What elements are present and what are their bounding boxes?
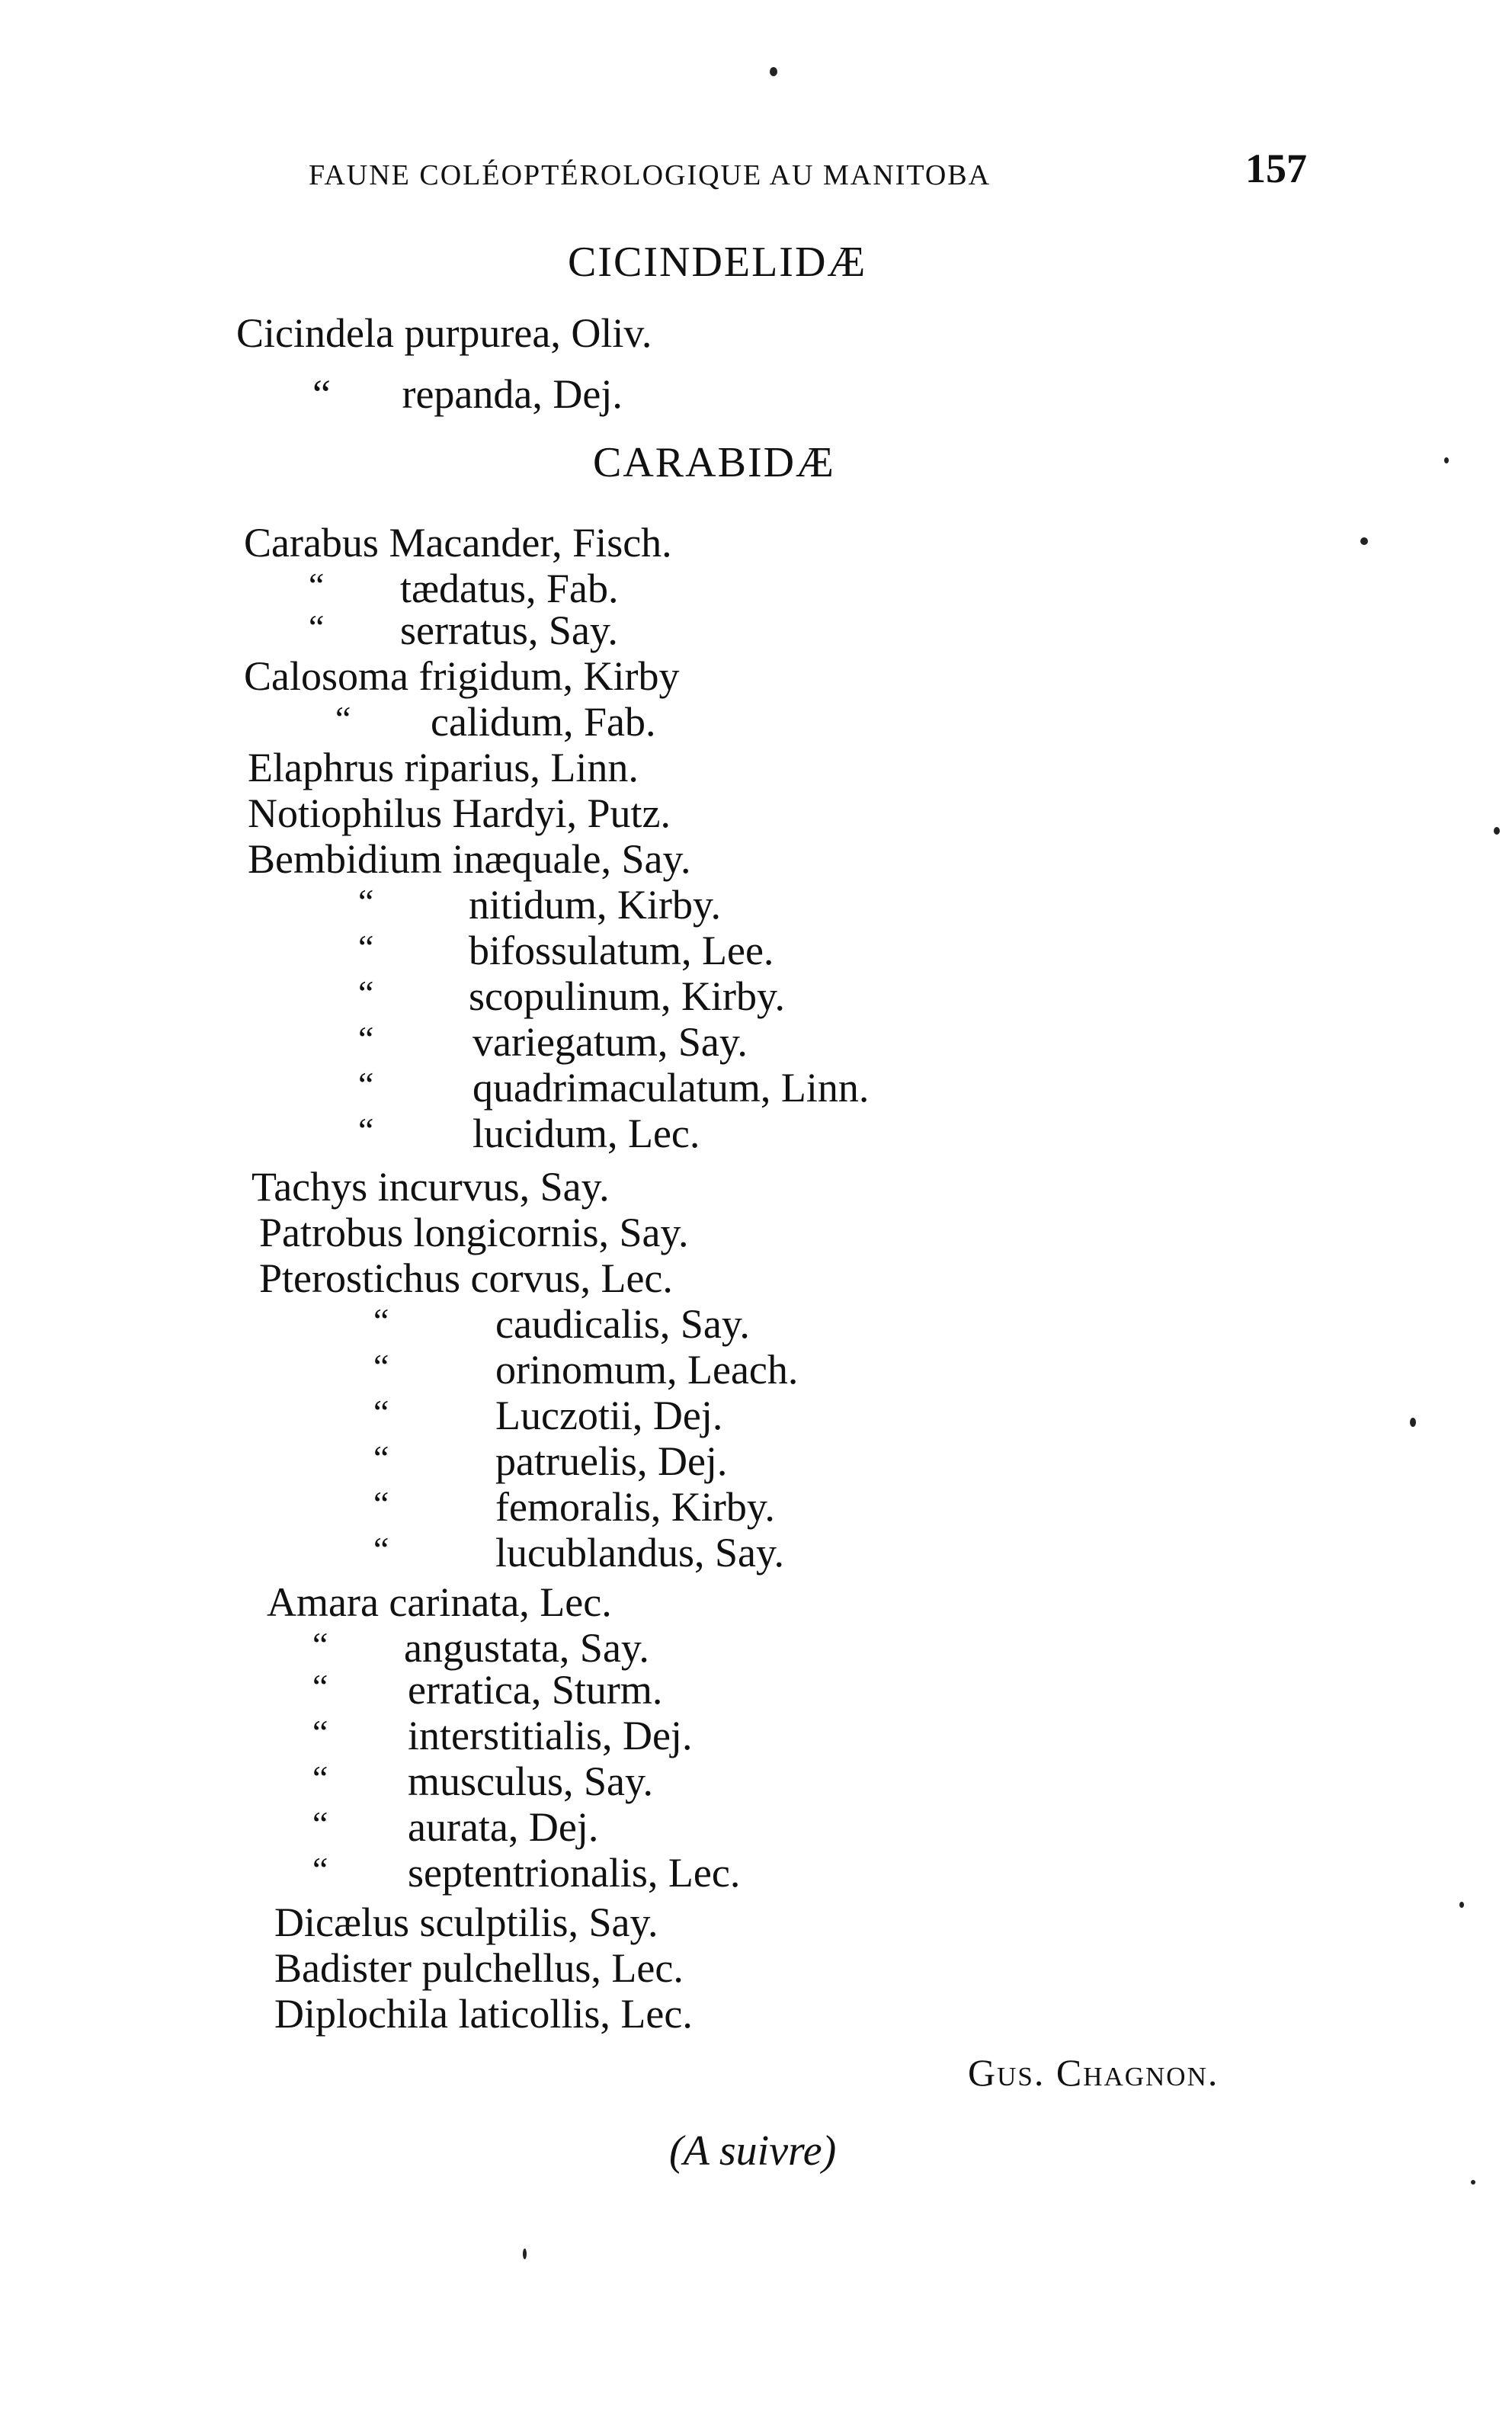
- species-name: femoralis, Kirby.: [495, 1484, 775, 1530]
- ditto-mark: “: [358, 928, 374, 966]
- ditto-mark: “: [373, 1438, 389, 1477]
- species-name: erratica, Sturm.: [408, 1667, 663, 1713]
- species-name: lucublandus, Say.: [495, 1530, 784, 1576]
- scan-speck: [1494, 827, 1500, 835]
- genus-name: Bembidium: [248, 836, 442, 882]
- species-name: repanda, Dej.: [402, 371, 623, 417]
- author-signature: Gus. Chagnon.: [968, 2051, 1219, 2094]
- species-name: pulchellus, Lec.: [421, 1945, 684, 1991]
- ditto-mark: “: [312, 1850, 328, 1889]
- genus-name: Pterostichus: [259, 1255, 460, 1301]
- list-item: [274, 1991, 693, 2037]
- species-name: aurata, Dej.: [408, 1804, 599, 1850]
- species-name: serratus, Say.: [400, 607, 618, 653]
- genus-name: Carabus: [244, 520, 379, 566]
- genus-name: Dicælus: [274, 1899, 410, 1945]
- species-name: incurvus, Say.: [377, 1164, 610, 1210]
- ditto-mark: “: [358, 1111, 374, 1149]
- section-title-carabidae: CARABIDÆ: [593, 439, 835, 486]
- list-item: [248, 747, 639, 788]
- ditto-mark: “: [312, 1758, 328, 1797]
- species-name: corvus, Lec.: [470, 1255, 673, 1301]
- species-name: longicornis, Say.: [413, 1210, 689, 1255]
- list-item: [236, 310, 652, 356]
- genus-name: Notiophilus: [248, 790, 443, 836]
- list-item: [251, 1164, 610, 1210]
- scan-speck: [770, 67, 777, 76]
- species-name: inæquale, Say.: [452, 836, 691, 882]
- species-name: scopulinum, Kirby.: [469, 973, 785, 1019]
- genus-name: Patrobus: [259, 1210, 403, 1255]
- species-name: riparius, Linn.: [404, 745, 639, 790]
- genus-name: Calosoma: [244, 653, 408, 699]
- species-name: lucidum, Lec.: [472, 1111, 700, 1156]
- species-name: Macander, Fisch.: [389, 520, 672, 566]
- list-item: [248, 838, 690, 880]
- ditto-mark: “: [373, 1347, 389, 1386]
- genus-name: Tachys: [251, 1164, 368, 1210]
- genus-name: Cicindela: [236, 310, 394, 356]
- scan-speck: [1471, 2180, 1475, 2185]
- ditto-mark: “: [373, 1301, 389, 1340]
- ditto-mark: “: [358, 973, 374, 1012]
- list-item: [274, 1947, 684, 1989]
- scan-speck: [1459, 1902, 1464, 1908]
- continuation-note: (A suivre): [669, 2127, 837, 2175]
- species-name: septentrionalis, Lec.: [408, 1850, 741, 1896]
- ditto-mark: “: [312, 1625, 328, 1664]
- list-item: [244, 653, 680, 699]
- ditto-mark: “: [335, 699, 351, 738]
- section-title-cicindelidae: CICINDELIDÆ: [568, 239, 867, 286]
- species-name: purpurea, Oliv.: [404, 310, 652, 356]
- species-name: patruelis, Dej.: [495, 1438, 728, 1484]
- scan-speck: [1444, 457, 1449, 463]
- scan-speck: [1360, 537, 1368, 545]
- scan-speck: [523, 2249, 527, 2259]
- genus-name: Diplochila: [274, 1991, 448, 2037]
- list-item: [274, 1899, 658, 1945]
- ditto-mark: “: [358, 1065, 374, 1104]
- ditto-mark: “: [309, 607, 325, 646]
- page-number: 157: [1245, 146, 1307, 191]
- species-name: Hardyi, Putz.: [452, 790, 671, 836]
- ditto-mark: “: [358, 882, 374, 921]
- species-name: angustata, Say.: [404, 1625, 649, 1671]
- species-name: caudicalis, Say.: [495, 1301, 750, 1347]
- ditto-mark: “: [312, 1667, 328, 1706]
- list-item: [267, 1579, 612, 1625]
- ditto-mark: “: [373, 1484, 389, 1523]
- genus-name: Badister: [274, 1945, 412, 1991]
- species-name: sculptilis, Say.: [419, 1899, 658, 1945]
- species-name: nitidum, Kirby.: [469, 882, 721, 928]
- species-name: frigidum, Kirby: [418, 653, 680, 699]
- species-name: bifossulatum, Lee.: [469, 928, 774, 973]
- species-name: carinata, Lec.: [389, 1579, 612, 1625]
- list-item: [244, 520, 672, 566]
- ditto-mark: “: [309, 566, 325, 604]
- species-name: quadrimaculatum, Linn.: [472, 1065, 870, 1111]
- list-item: [259, 1212, 688, 1253]
- species-name: calidum, Fab.: [431, 699, 656, 745]
- ditto-mark: “: [312, 1713, 328, 1752]
- species-name: orinomum, Leach.: [495, 1347, 799, 1393]
- species-name: musculus, Say.: [408, 1758, 653, 1804]
- running-head: [309, 145, 1315, 198]
- species-name: tædatus, Fab.: [400, 566, 619, 611]
- genus-name: Amara: [267, 1579, 379, 1625]
- scan-speck: [1410, 1418, 1416, 1427]
- ditto-mark: “: [358, 1019, 374, 1058]
- ditto-mark: “: [312, 1804, 328, 1843]
- genus-name: Elaphrus: [248, 745, 394, 790]
- ditto-mark: “: [312, 371, 331, 417]
- ditto-mark: “: [373, 1530, 389, 1569]
- list-item: [259, 1255, 673, 1301]
- species-name: Luczotii, Dej.: [495, 1393, 723, 1438]
- running-title: FAUNE COLÉOPTÉROLOGIQUE AU MANITOBA: [309, 159, 991, 191]
- species-name: variegatum, Say.: [472, 1019, 748, 1065]
- list-item: [312, 373, 623, 415]
- ditto-mark: “: [373, 1393, 389, 1431]
- species-name: interstitialis, Dej.: [408, 1713, 693, 1758]
- list-item: [248, 790, 671, 836]
- species-name: laticollis, Lec.: [458, 1991, 693, 2037]
